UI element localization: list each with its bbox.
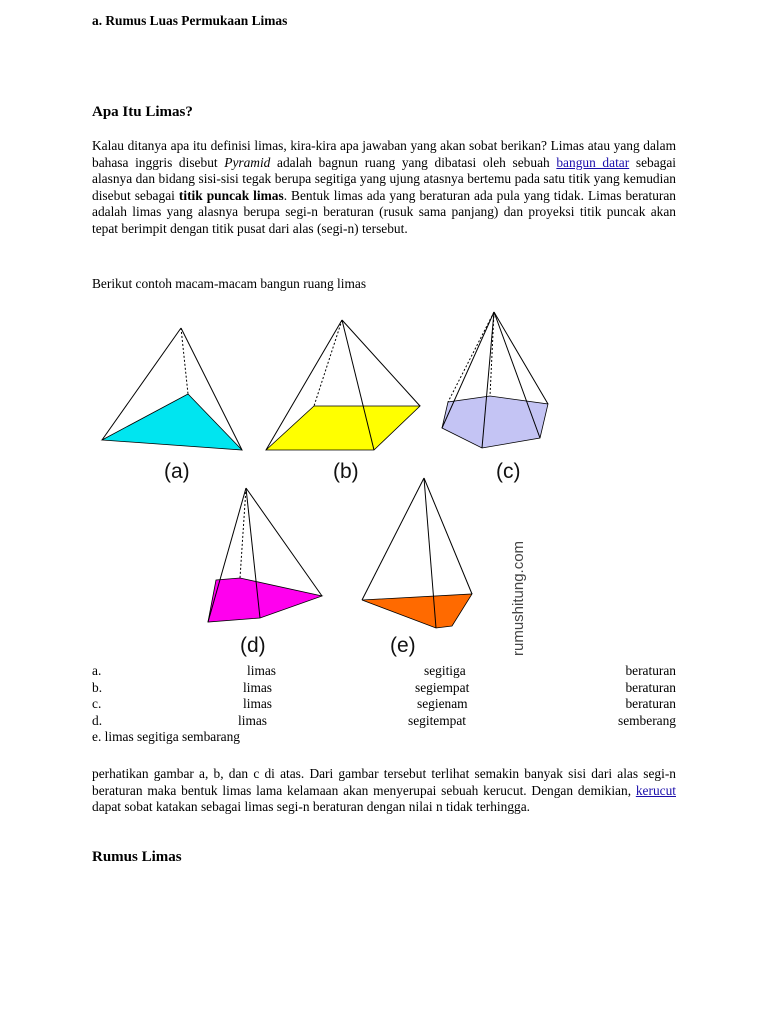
label-a: (a) [164, 460, 190, 483]
item-word-1: limas [238, 712, 268, 728]
heading-rumus-limas: Rumus Limas [92, 849, 182, 865]
pyramid-d [208, 488, 322, 622]
document-page [92, 0, 677, 865]
paragraph-intro: Berikut contoh macam-macam bangun ruang limas [92, 276, 367, 291]
item-word-3: beraturan [625, 663, 676, 678]
item-word-2: segiempat [415, 679, 470, 695]
list-item [92, 680, 676, 697]
list-item [92, 663, 676, 680]
label-d: (d) [240, 634, 266, 657]
item-letter: b. [92, 679, 103, 695]
para1-text-2: adalah bagnun ruang yang dibatasi oleh sebuah [270, 154, 557, 170]
para2-text-1: perhatikan gambar a, b, dan c di atas. Dari gambar tersebut terlihat semakin banyak sisi dari alas segi-n beraturan maka bentuk limas lama kelamaan akan menyerupai sebuah kerucut. Dengan demikian, [92, 766, 676, 798]
para1-text-4: . Bentuk limas ada yang beraturan ada pula yang tidak. Limas beraturan adalah limas yang alasnya berupa segi-n beraturan (rusuk sama panjang) dan proyeksi titik puncak akan tepat berimpit dengan titik pusat dari alas (segi-n) tersebut. [92, 187, 677, 236]
item-letter: c. [92, 696, 102, 712]
pyramids-figure [92, 298, 676, 660]
pyramid-c [442, 312, 548, 448]
list-item [92, 729, 676, 746]
item-full: e. limas segitiga sembarang [92, 729, 240, 745]
heading-rumus-luas: a. Rumus Luas Permukaan Limas [92, 13, 288, 29]
label-e: (e) [390, 634, 416, 657]
link-kerucut[interactable]: kerucut [635, 782, 676, 798]
item-word-3: beraturan [625, 679, 676, 695]
para1-text-3: sebagai alasnya dan bidang sisi-sisi tegak berupa segitiga yang ujung atasnya bertemu pada satu titik yang kemudian disebut sebagai [92, 154, 677, 203]
item-word-3: semberang [617, 712, 676, 728]
label-c: (c) [496, 460, 521, 483]
heading-apa-itu-limas: Apa Itu Limas? [92, 104, 193, 120]
list-item [92, 713, 676, 730]
item-word-2: segienam [417, 696, 468, 712]
para2-text-2: dapat sobat katakan sebagai limas segi-n beraturan dengan nilai n tidak terhingga. [92, 799, 531, 815]
link-bangun-datar[interactable]: bangun datar [556, 154, 630, 170]
list-item [92, 696, 676, 713]
item-word-1: limas [243, 679, 273, 695]
item-word-3: beraturan [625, 696, 676, 712]
label-b: (b) [333, 460, 359, 483]
pyramid-e [362, 478, 472, 628]
pyramid-types-list [92, 663, 676, 746]
item-letter: a. [92, 663, 102, 678]
para1-bold: titik puncak limas [178, 187, 284, 203]
para1-text-1: Kalau ditanya apa itu definisi limas, kira-kira apa jawaban yang akan sobat berikan? Limas atau yang dalam bahasa inggris disebut [92, 138, 676, 170]
item-word-2: segitiga [424, 663, 466, 678]
watermark: rumushitung.com [510, 540, 527, 656]
paragraph-definition [92, 138, 676, 238]
pyramid-a [102, 328, 242, 450]
item-letter: d. [92, 712, 103, 728]
item-word-2: segitempat [408, 712, 467, 728]
pyramid-b [266, 320, 420, 450]
para1-italic: Pyramid [224, 154, 271, 170]
item-word-1: limas [243, 696, 273, 712]
paragraph-conclusion [92, 766, 676, 816]
item-word-1: limas [247, 663, 277, 678]
